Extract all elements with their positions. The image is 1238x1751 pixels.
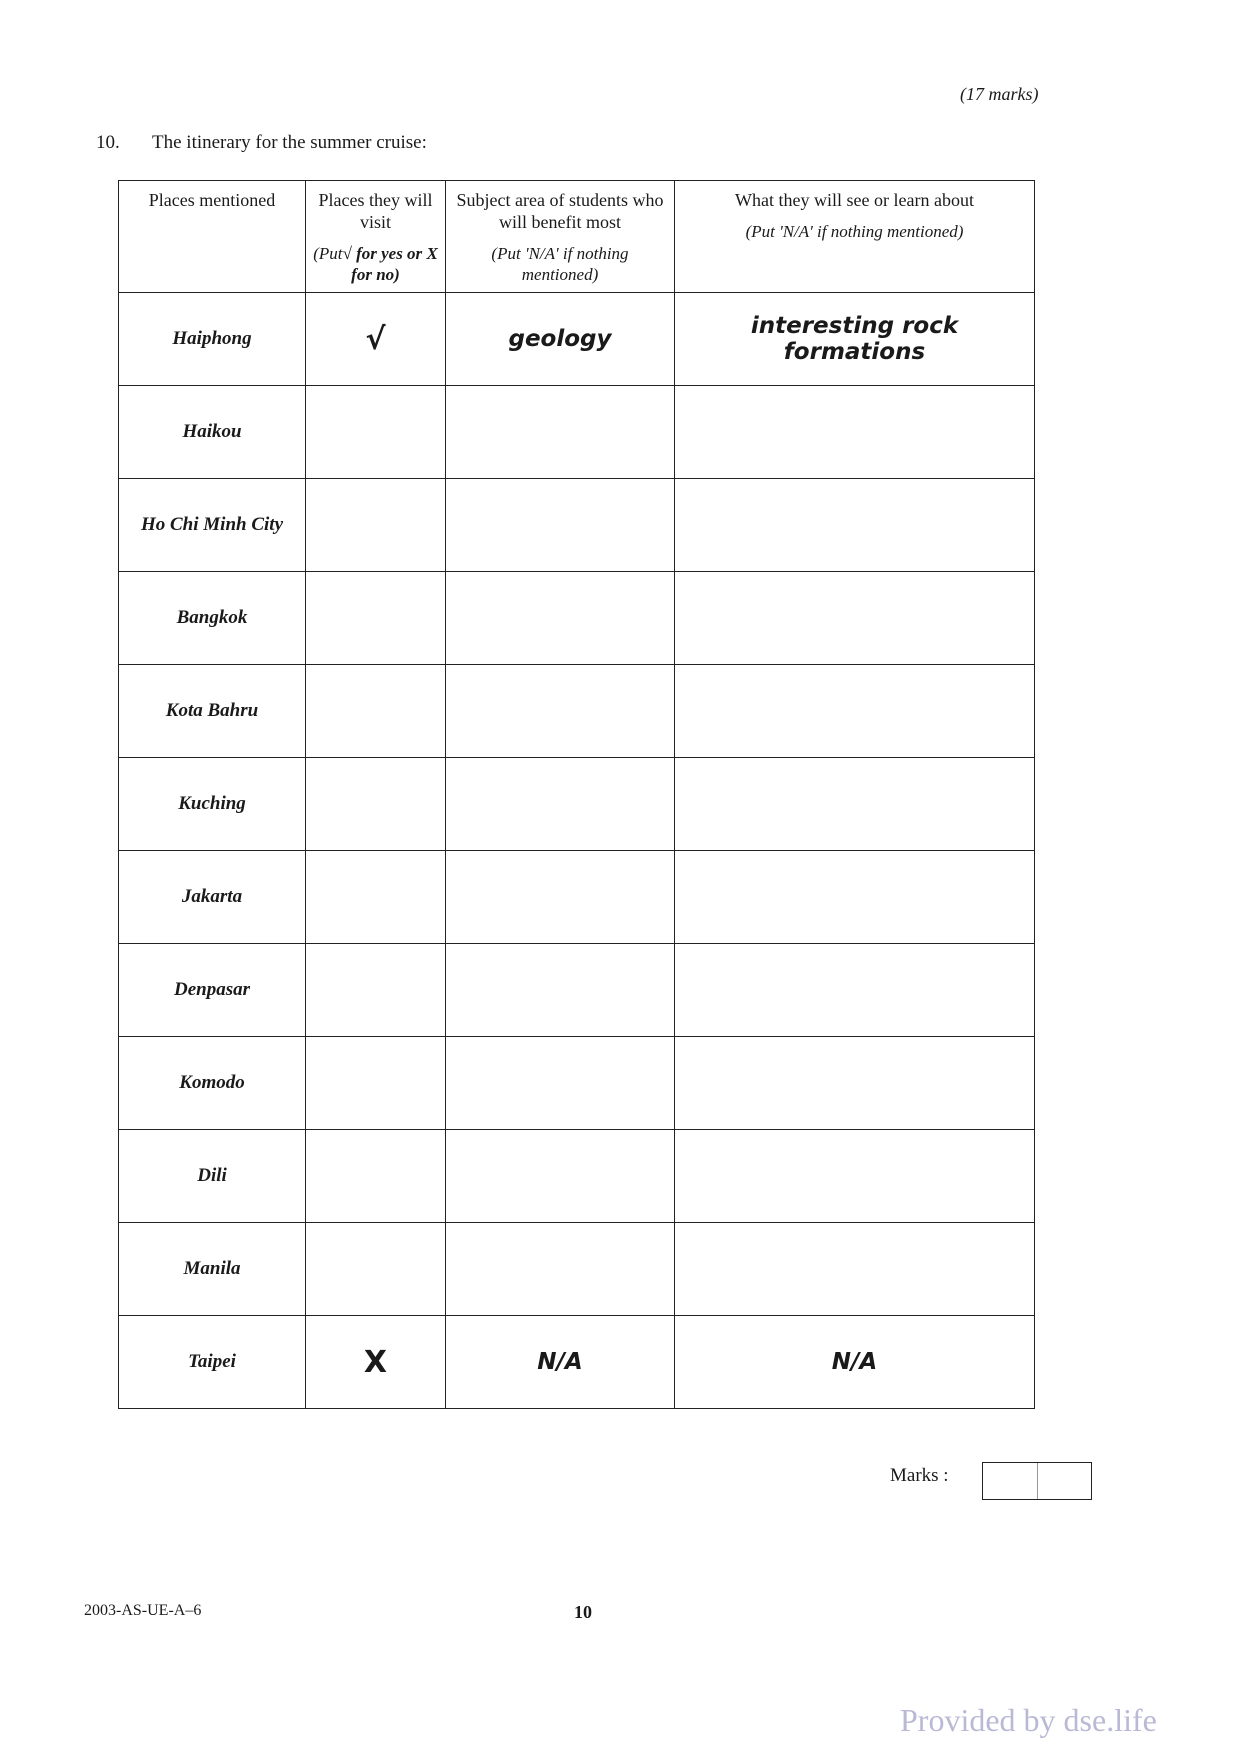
visit-cell[interactable]: √ [306, 293, 446, 386]
place-cell: Taipei [119, 1316, 306, 1409]
place-cell: Ho Chi Minh City [119, 479, 306, 572]
visit-cell[interactable] [306, 1037, 446, 1130]
header-see-learn [675, 181, 1035, 293]
place-cell: Haiphong [119, 293, 306, 386]
header-title: Places mentioned [148, 190, 276, 210]
subject-cell[interactable] [446, 758, 675, 851]
visit-cell[interactable] [306, 944, 446, 1037]
see-cell[interactable] [675, 758, 1035, 851]
see-cell[interactable] [675, 665, 1035, 758]
see-cell[interactable] [675, 1130, 1035, 1223]
see-cell[interactable]: interesting rock formations [675, 293, 1035, 386]
table-row [119, 479, 1035, 572]
question-text: The itinerary for the summer cruise: [152, 132, 427, 153]
header-title: Places they will visit [318, 190, 433, 232]
header-note [312, 243, 439, 285]
marks-box[interactable] [982, 1462, 1092, 1500]
see-cell[interactable] [675, 572, 1035, 665]
header-note-part: for yes or [351, 244, 427, 263]
subject-cell[interactable] [446, 479, 675, 572]
see-cell[interactable] [675, 944, 1035, 1037]
subject-cell[interactable] [446, 1130, 675, 1223]
subject-cell[interactable] [446, 851, 675, 944]
visit-cell[interactable] [306, 758, 446, 851]
table-row [119, 1130, 1035, 1223]
page-number: 10 [574, 1602, 592, 1622]
see-cell[interactable] [675, 1223, 1035, 1316]
header-note: (Put 'N/A' if nothing mentioned) [491, 244, 629, 284]
header-places-mentioned [119, 181, 306, 293]
table-row [119, 1037, 1035, 1130]
table-body [119, 293, 1035, 1409]
question-number: 10. [96, 132, 120, 153]
question-heading [96, 132, 427, 154]
place-cell: Kuching [119, 758, 306, 851]
subject-cell[interactable] [446, 944, 675, 1037]
visit-cell[interactable] [306, 665, 446, 758]
table-row [119, 851, 1035, 944]
see-cell[interactable] [675, 386, 1035, 479]
header-note-part: for no) [351, 265, 400, 284]
place-cell: Denpasar [119, 944, 306, 1037]
see-cell[interactable]: N/A [675, 1316, 1035, 1409]
table-row [119, 1223, 1035, 1316]
header-note: (Put 'N/A' if nothing mentioned) [745, 222, 964, 241]
table-row [119, 386, 1035, 479]
visit-cell[interactable] [306, 386, 446, 479]
subject-cell[interactable]: N/A [446, 1316, 675, 1409]
visit-cell[interactable] [306, 1223, 446, 1316]
place-cell: Dili [119, 1130, 306, 1223]
provider-watermark: Provided by dse.life [900, 1702, 1157, 1738]
see-cell[interactable] [675, 851, 1035, 944]
table-row [119, 1316, 1035, 1409]
marks-box-cell[interactable] [1037, 1463, 1092, 1499]
header-note-part: (Put [313, 244, 343, 263]
visit-cell[interactable] [306, 572, 446, 665]
visit-cell[interactable] [306, 479, 446, 572]
visit-cell[interactable] [306, 851, 446, 944]
table-row [119, 944, 1035, 1037]
marks-total: (17 marks) [960, 84, 1039, 104]
subject-cell[interactable] [446, 1223, 675, 1316]
table-row [119, 293, 1035, 386]
place-cell: Bangkok [119, 572, 306, 665]
place-cell: Kota Bahru [119, 665, 306, 758]
subject-cell[interactable]: geology [446, 293, 675, 386]
table-row [119, 665, 1035, 758]
cross-symbol: X [426, 244, 438, 263]
see-cell[interactable] [675, 479, 1035, 572]
visit-cell[interactable]: X [306, 1316, 446, 1409]
place-cell: Komodo [119, 1037, 306, 1130]
table-row [119, 572, 1035, 665]
header-subject-area [446, 181, 675, 293]
place-cell: Manila [119, 1223, 306, 1316]
itinerary-table-container [118, 180, 1034, 1409]
marks-label: Marks : [890, 1465, 949, 1486]
table-header-row [119, 181, 1035, 293]
marks-box-cell[interactable] [983, 1463, 1037, 1499]
see-cell[interactable] [675, 1037, 1035, 1130]
place-cell: Haikou [119, 386, 306, 479]
tick-symbol: √ [342, 244, 352, 263]
itinerary-table [118, 180, 1035, 1409]
paper-code: 2003-AS-UE-A–6 [84, 1602, 202, 1619]
header-title: What they will see or learn about [735, 190, 974, 210]
subject-cell[interactable] [446, 1037, 675, 1130]
header-places-visit [306, 181, 446, 293]
subject-cell[interactable] [446, 386, 675, 479]
subject-cell[interactable] [446, 665, 675, 758]
table-row [119, 758, 1035, 851]
place-cell: Jakarta [119, 851, 306, 944]
visit-cell[interactable] [306, 1130, 446, 1223]
subject-cell[interactable] [446, 572, 675, 665]
header-title: Subject area of students who will benefit most [456, 190, 664, 232]
